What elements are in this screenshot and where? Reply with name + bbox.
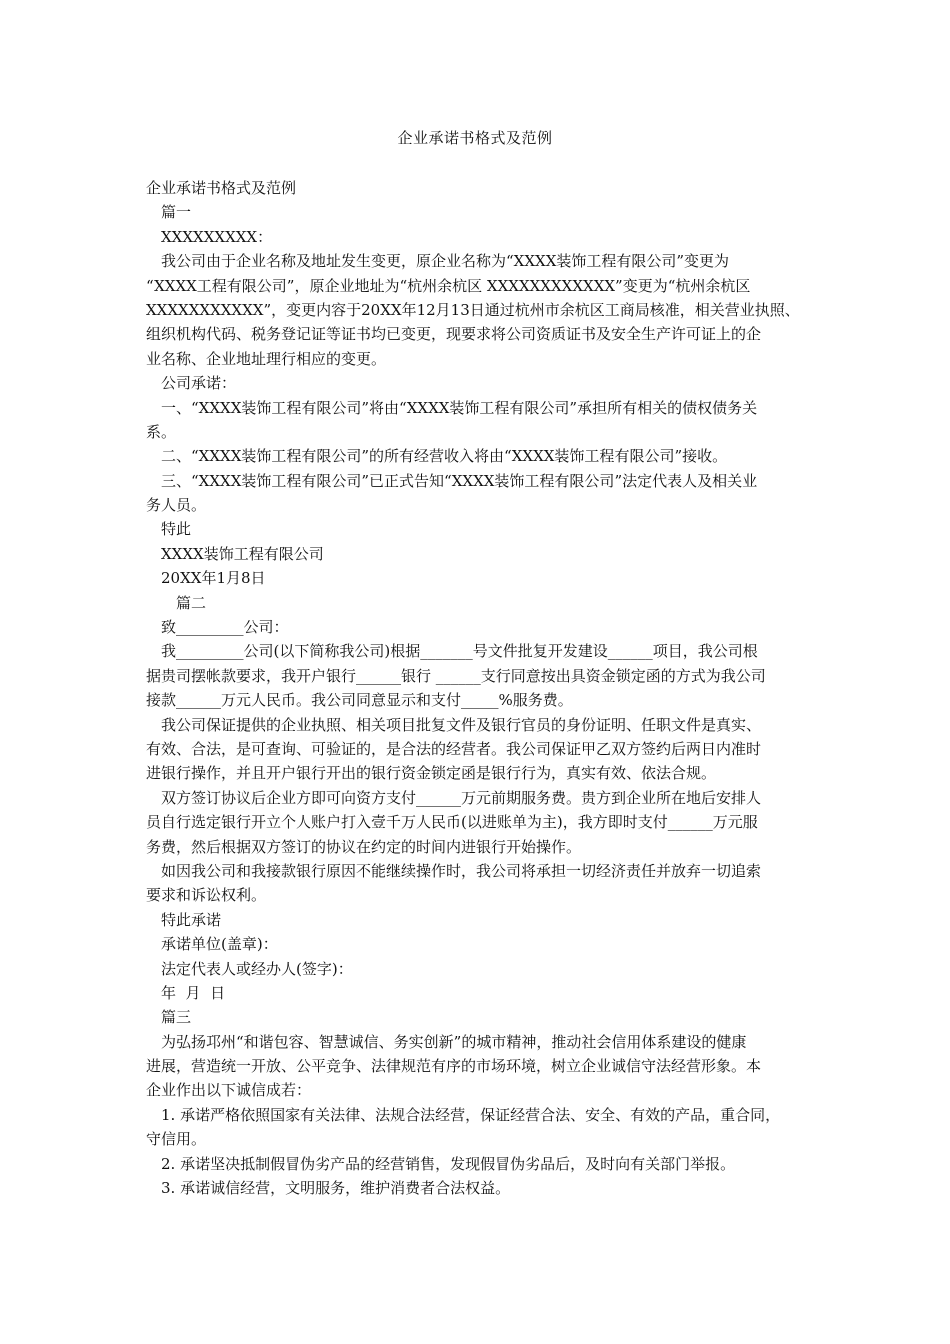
text-line: 接款______万元人民币。我公司同意显示和支付_____%服务费。: [146, 691, 573, 710]
text-line: 组织机构代码、税务登记证等证书均已变更，现要求将公司资质证书及安全生产许可证上的企: [146, 325, 762, 344]
text-line: 三、“XXXX装饰工程有限公司”已正式告知“XXXX装饰工程有限公司”法定代表人及相关业: [161, 471, 758, 490]
text-line: 1. 承诺严格依照国家有关法律、法规合法经营，保证经营合法、安全、有效的产品，重合同，: [161, 1105, 781, 1124]
text-line: 篇三: [161, 1008, 192, 1027]
text-line: 20XX年1月8日: [161, 569, 266, 588]
text-line: 我公司保证提供的企业执照、相关项目批复文件及银行官员的身份证明、任职文件是真实、: [161, 715, 762, 734]
text-line: 2. 承诺坚决抵制假冒伪劣产品的经营销售，发现假冒伪劣品后，及时向有关部门举报。: [161, 1154, 736, 1173]
text-line: 双方签订协议后企业方即可向资方支付______万元前期服务费。贵方到企业所在地后安排人: [161, 788, 762, 807]
text-line: 据贵司摆帐款要求，我开户银行______银行 ______支行同意按出具资金锁定函的方式为我公司: [146, 666, 766, 685]
text-line: 公司承诺：: [161, 374, 237, 393]
text-line: 务人员。: [146, 496, 207, 515]
text-line: 为弘扬邛州“和谐包容、智慧诚信、务实创新”的城市精神，推动社会信用体系建设的健康: [161, 1032, 747, 1051]
text-line: 承诺单位(盖章)：: [161, 935, 278, 954]
text-line: 篇一: [161, 203, 192, 222]
text-line: 业名称、企业地址理行相应的变更。: [146, 349, 387, 368]
text-line: 进银行操作，并且开户银行开出的银行资金锁定函是银行行为，真实有效、依法合规。: [146, 764, 717, 783]
text-line: 务费，然后根据双方签订的协议在约定的时间内进银行开始操作。: [146, 837, 582, 856]
text-line: 年 月 日: [161, 983, 226, 1002]
text-line: 员自行选定银行开立个人账户打入壹千万人民币(以进账单为主)，我方即时支付______万元服: [146, 813, 758, 832]
text-line: 我_________公司(以下简称我公司)根据_______号文件批复开发建设______项目，我公司根: [161, 642, 758, 661]
text-line: 守信用。: [146, 1130, 207, 1149]
text-line: 有效、合法，是可查询、可验证的，是合法的经营者。我公司保证甲乙双方签约后两日内准时: [146, 739, 762, 758]
text-line: XXXX装饰工程有限公司: [161, 544, 324, 563]
text-line: 法定代表人或经办人(签字)：: [161, 959, 353, 978]
text-line: 致_________公司：: [161, 618, 289, 637]
text-line: 二、“XXXX装饰工程有限公司”的所有经营收入将由“XXXX装饰工程有限公司”接收。: [161, 447, 728, 466]
text-line: 进展，营造统一开放、公平竞争、法律规范有序的市场环境，树立企业诚信守法经营形象。本: [146, 1057, 762, 1076]
text-line: 篇二: [176, 593, 207, 612]
text-line: XXXXXXXXXXX”，变更内容于20XX年12月13日通过杭州市余杭区工商局核准，相关营业执照、: [146, 300, 800, 319]
text-line: XXXXXXXXX：: [161, 227, 273, 246]
text-line: 3. 承诺诚信经营，文明服务，维护消费者合法权益。: [161, 1179, 511, 1198]
text-line: 特此承诺: [161, 910, 222, 929]
page-title: 企业承诺书格式及范例: [397, 129, 553, 147]
text-line: 要求和诉讼权利。: [146, 886, 267, 905]
text-line: “XXXX工程有限公司”，原企业地址为“杭州余杭区 XXXXXXXXXXXX”变更为“杭州余杭区: [146, 276, 751, 295]
text-line: 我公司由于企业名称及地址发生变更，原企业名称为“XXXX装饰工程有限公司”变更为: [161, 252, 730, 271]
text-line: 系。: [146, 422, 177, 441]
document-body: [146, 176, 812, 1200]
text-line: 特此: [161, 520, 192, 539]
text-line: 企业作出以下诚信成若：: [146, 1081, 312, 1100]
text-line: 一、“XXXX装饰工程有限公司”将由“XXXX装饰工程有限公司”承担所有相关的债权债务关: [161, 398, 758, 417]
text-line: 如因我公司和我接款银行原因不能继续操作时，我公司将承担一切经济责任并放弃一切追索: [161, 861, 762, 880]
text-line: 企业承诺书格式及范例: [146, 179, 297, 197]
